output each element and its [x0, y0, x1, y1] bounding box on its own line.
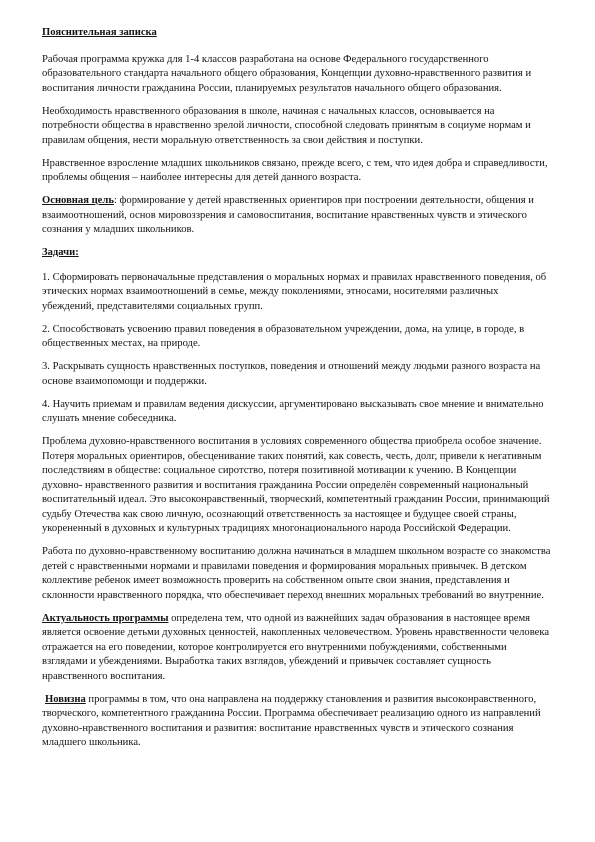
novelty-text: программы в том, что она направлена на поддержку становления и развития высоконравственного, творческого, компетентного гражданина России. Программа обеспечивает реализацию одного из направлений духовно-нравственного воспитания и развития: воспитание нравственных чувств и этического сознания младшего школьника. — [42, 693, 541, 748]
intro-paragraph: Рабочая программа кружка для 1-4 классов разработана на основе Федерального государственного образовательного стандарта начального общего образования, Концепции духовно-нравственного развития и воспитания личности гражданина России, планируемых результатов начального общего образования. — [42, 53, 532, 94]
document-title: Пояснительная записка — [42, 27, 157, 38]
novelty-paragraph — [42, 693, 553, 751]
goal-label: Основная цель — [42, 195, 114, 206]
task-item: 3. Раскрывать сущность нравственных поступков, поведения и отношений между людьми разного возраста на основе взаимопомощи и поддержки. — [42, 361, 541, 387]
problem-paragraph: Проблема духовно-нравственного воспитания в условиях современного общества приобрела особое значение. Потеря моральных ориентиров, обесценивание таких понятий, как совесть, честь, долг, привели к негативным последствиям в обществе: социальное сиротство, потеря позитивной мотивации к учению. В Концепции духовно- нравственного развития и воспитания гражданина России определён современный национальный воспитательный идеал. Это высоконравственный, творческий, компетентный гражданин России, принимающий судьбу Отечества как свою личную, осознающий ответственность за настоящее и будущее своей страны, укорененный в духовных и культурных традициях многонационального народа Российской Федерации. — [42, 436, 550, 534]
relevance-paragraph — [42, 612, 553, 685]
work-paragraph: Работа по духовно-нравственному воспитанию должна начинаться в младшем школьном возрасте со знакомства детей с нравственными нормами и правилами поведения и формирования моральных привычек. В детском коллективе ребенок имеет возможность проверить на собственном опыте свои знания, представления и склонности нравственного порядка, что обеспечивает переход внешних моральных требований во внутренние. — [42, 546, 551, 601]
tasks-heading: Задачи: — [42, 247, 79, 258]
novelty-label: Новизна — [45, 693, 86, 705]
task-item: 1. Сформировать первоначальные представления о моральных нормах и правилах нравственного поведения, об этических нормах взаимоотношений в семье, между поколениями, этносами, носителями различных убеждений, представителями социальных групп. — [42, 271, 547, 312]
goal-text: : формирование у детей нравственных ориентиров при построении деятельности, общения и взаимоотношений, основ мировоззрения и самовоспитания, воспитание нравственных чувств и этического сознания у младших школьников. — [42, 195, 534, 235]
goal-paragraph — [42, 194, 553, 238]
necessity-paragraph: Необходимость нравственного образования в школе, начиная с начальных классов, основывается на потребности общества в нравственно зрелой личности, способной следовать принятым в социуме нормам и правилам общения, нести моральную ответственность за свои действия и поступки. — [42, 105, 531, 146]
task-item: 4. Научить приемам и правилам ведения дискуссии, аргументировано высказывать свое мнение и внимательно слушать мнение собеседника. — [42, 398, 544, 424]
relevance-label: Актуальность программы — [42, 612, 169, 624]
task-item: 2. Способствовать усвоению правил поведения в образовательном учреждении, дома, на улице, в городе, в общественных местах, на природе. — [42, 323, 525, 349]
growth-paragraph: Нравственное взросление младших школьников связано, прежде всего, с тем, что идея добра и справедливости, проблемы общения – наиболее интересны для детей данного возраста. — [42, 157, 548, 183]
relevance-text: определена тем, что одной из важнейших задач образования в настоящее время является освоение детьми духовных ценностей, накопленных человечеством. Уровень нравственности человека отражается на его поведении, которое контролируется его внутренними побуждениями, собственными взглядами и убеждениями. Выработка таких взглядов, убеждений и привычек составляет сущность нравственного воспитания. — [42, 612, 550, 682]
